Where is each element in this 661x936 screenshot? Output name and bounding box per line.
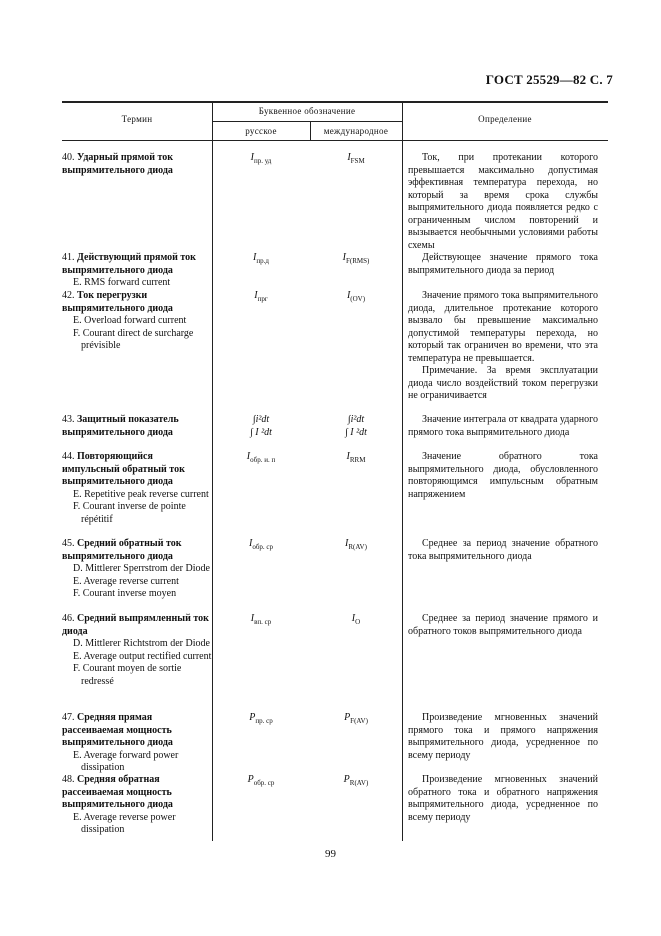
term-42 — [62, 290, 212, 353]
russian-symbol-45: $I_{обр. ср}$ — [248, 538, 273, 551]
definition-41: Действующее значение прямого тока выпрямительного диода за период — [408, 252, 598, 276]
term-name: Действующий прямой ток выпрямительного диода — [62, 252, 196, 276]
international-symbol-41: $I_{F(RMS)}$ — [342, 252, 370, 265]
definition-47: Произведение мгновенных значений прямого тока и прямого напряжения выпрямительного диода, усредненное по всему периоду — [408, 712, 598, 761]
definition-48: Произведение мгновенных значений обратного тока и обратного напряжения выпрямительного диода, усредненное по всему периоду — [408, 774, 598, 823]
header-international: международное — [323, 126, 389, 136]
foreign-equivalent: E. Average reverse power dissipation — [73, 811, 176, 835]
header-mid-rule — [212, 121, 402, 122]
foreign-equivalent: E. Average reverse current — [73, 575, 179, 587]
entry-number: 48. — [62, 774, 75, 785]
foreign-equivalent: E. Average output rectified current — [73, 650, 212, 662]
term-name: Средняя обратная рассеиваемая мощность выпрямительного диода — [62, 774, 173, 810]
international-symbol-44: $I_{RRM}$ — [346, 451, 366, 464]
foreign-equivalent: F. Courant direct de surcharge prévisible — [73, 327, 194, 351]
russian-symbol-43: ∫i²dt ∫ I ²dt — [250, 414, 272, 438]
foreign-equivalent: F. Courant moyen de sortie redressé — [73, 663, 182, 687]
column-divider-1 — [212, 101, 213, 841]
term-name: Ударный прямой ток выпрямительного диода — [62, 152, 174, 176]
definition-45: Среднее за период значение обратного тока выпрямительного диода — [408, 538, 598, 562]
entry-number: 44. — [62, 451, 75, 462]
term-41 — [62, 252, 212, 290]
entry-number: 43. — [62, 414, 75, 425]
term-44 — [62, 451, 212, 526]
foreign-equivalent: D. Mittlerer Richtstrom der Diode — [73, 638, 210, 649]
term-name: Средний обратный ток выпрямительного диода — [62, 538, 182, 562]
foreign-equivalent: E. Average forward power dissipation — [73, 749, 179, 773]
definition-46: Среднее за период значение прямого и обратного токов выпрямительного диода — [408, 613, 598, 637]
header-letter-designation: Буквенное обозначение — [258, 106, 356, 116]
russian-symbol-46: $I_{вп. ср}$ — [250, 613, 272, 626]
term-name: Ток перегрузки выпрямительного диода — [62, 290, 173, 314]
international-symbol-47: $P_{F(AV)}$ — [344, 712, 368, 725]
term-name: Средний выпрямленный ток диода — [62, 613, 209, 637]
foreign-equivalent: E. RMS forward current — [73, 277, 171, 288]
term-47 — [62, 712, 212, 775]
russian-symbol-44: $I_{обр. и. п}$ — [246, 451, 276, 464]
russian-symbol-47: $P_{пр. ср}$ — [249, 712, 273, 725]
entry-number: 40. — [62, 152, 75, 163]
term-45 — [62, 538, 212, 601]
definition-43: Значение интеграла от квадрата ударного прямого тока выпрямительного диода — [408, 414, 599, 438]
term-name: Средняя прямая рассеиваемая мощность выпрямительного диода — [62, 712, 173, 748]
entry-number: 42. — [62, 290, 75, 301]
foreign-equivalent: F. Courant inverse de pointe répétitif — [73, 501, 186, 525]
entry-number: 46. — [62, 613, 75, 624]
column-divider-3 — [402, 101, 403, 841]
foreign-equivalent: E. Repetitive peak reverse current — [73, 488, 209, 500]
international-symbol-43: ∫i²dt ∫ I ²dt — [345, 414, 367, 438]
page-number: 99 — [325, 848, 336, 860]
definition-44: Значение обратного тока выпрямительного диода, обусловленного повторяющимся импульсным обратным напряжением — [408, 451, 598, 500]
term-40 — [62, 152, 212, 177]
entry-number: 41. — [62, 252, 75, 263]
international-symbol-45: $I_{R(AV)}$ — [345, 538, 367, 551]
international-symbol-40: $I_{FSM}$ — [347, 152, 365, 165]
header-bottom-rule — [62, 140, 608, 141]
entry-number: 47. — [62, 712, 75, 723]
term-48 — [62, 774, 212, 837]
header-top-rule — [62, 101, 608, 103]
entry-number: 45. — [62, 538, 75, 549]
international-symbol-42: $I_{(OV)}$ — [346, 290, 366, 303]
page-header: ГОСТ 25529—82 С. 7 — [485, 72, 613, 87]
term-46 — [62, 613, 212, 688]
russian-symbol-42: $I_{прг}$ — [254, 290, 268, 303]
definition-40: Ток, при протекании которого превышается максимально допустимая эффективная температура перехода, но который за время срока службы выпрямительного диода появляется редко с ограниченным числом повторений и вызывается необычными условиями работы схемы — [408, 152, 598, 251]
international-symbol-48: $P_{R(AV)}$ — [343, 774, 369, 787]
header-definition: Определение — [478, 114, 532, 124]
definition-note: Примечание. За время эксплуатации диода число воздействий током перегрузки не ограничивается — [408, 365, 598, 401]
term-43 — [62, 414, 212, 439]
definition-42: Значение прямого тока выпрямительного диода, длительное протекание которого вызвало бы превышение максимально допустимой температуры перехода, но который так ограничен во времени, что эта температура не превышается. Примечание. За время эксплуатации диода число воздействий током перегрузки не ограничивается — [408, 290, 598, 401]
header-russian: русское — [245, 126, 277, 136]
foreign-equivalent: E. Overload forward current — [73, 315, 187, 326]
russian-symbol-41: $I_{пр.д}$ — [253, 252, 269, 265]
russian-symbol-40: $I_{пр. уд}$ — [250, 152, 272, 165]
term-name: Повторяющийся импульсный обратный ток выпрямительного диода — [62, 451, 185, 487]
header-term: Термин — [121, 114, 153, 124]
international-symbol-46: $I_O$ — [351, 613, 361, 626]
term-name: Защитный показатель выпрямительного диода — [62, 414, 179, 438]
foreign-equivalent: F. Courant inverse moyen — [73, 588, 177, 599]
russian-symbol-48: $P_{обр. ср}$ — [247, 774, 275, 787]
foreign-equivalent: D. Mittlerer Sperrstrom der Diode — [73, 563, 210, 574]
